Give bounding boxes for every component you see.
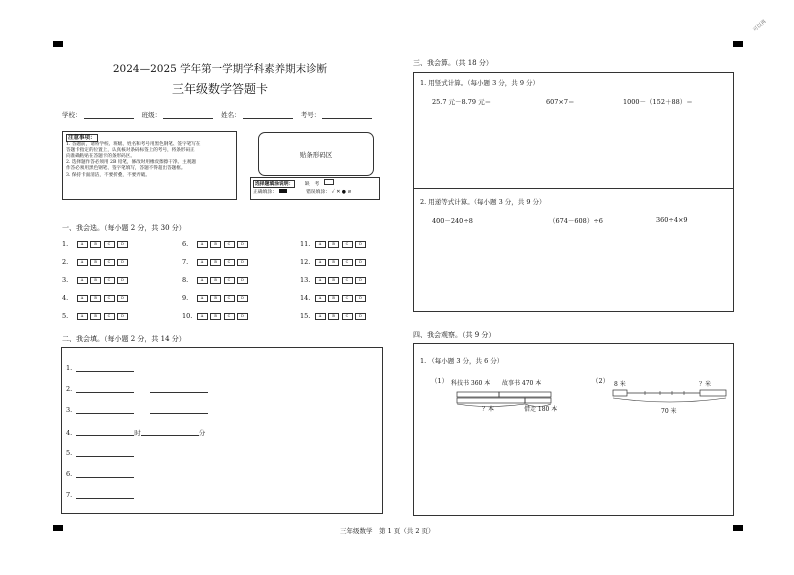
notice-box [62,131,237,200]
mcq-option-bubble[interactable]: B [90,241,101,248]
answer-blank[interactable] [76,365,134,372]
mcq-option-bubble[interactable]: A [315,313,326,320]
mcq-option-bubble[interactable]: D [117,313,128,320]
mcq-question-number: 10. [182,312,193,320]
class-field[interactable] [163,118,213,119]
mcq-question [182,312,248,320]
mcq-option-bubble[interactable]: D [355,313,366,320]
school-label: 学校： [62,111,82,119]
mcq-question [62,276,128,284]
mcq-option-bubble[interactable]: C [104,295,115,302]
mcq-option-bubble[interactable]: B [90,277,101,284]
wrong-fill-label: 错误填涂： [306,190,331,195]
answer-blank[interactable] [76,386,134,393]
mcq-question-number: 7. [182,258,189,266]
fill-item-number: 2. [66,385,73,393]
mcq-question-number: 13. [300,276,311,284]
barcode-area: 贴条形码区 [258,132,374,176]
mcq-question-number: 6. [182,240,189,248]
mcq-option-bubble[interactable]: A [197,277,208,284]
mcq-option-bubble[interactable]: C [342,259,353,266]
answer-blank[interactable] [76,471,134,478]
mcq-question [62,294,128,302]
mcq-option-bubble[interactable]: C [342,313,353,320]
section3-part1-box [413,72,734,189]
calc-item: 1000－（152＋88）＝ [623,98,693,106]
answer-blank[interactable] [76,429,134,436]
mcq-question-number: 14. [300,294,311,302]
mcq-question-number: 1. [62,240,69,248]
mcq-option-bubble[interactable]: C [104,241,115,248]
answer-blank[interactable] [76,492,134,499]
mcq-question [182,294,248,302]
mcq-question-number: 9. [182,294,189,302]
mcq-question-number: 5. [62,312,69,320]
mcq-question-number: 15. [300,312,311,320]
notice-item: 作答必须用黑色钢笔、签字笔填写，答题不得超出答题框。 [66,166,186,172]
mcq-option-bubble[interactable]: A [197,295,208,302]
mcq-option-bubble[interactable]: A [315,241,326,248]
mcq-option-bubble[interactable]: B [328,313,339,320]
notice-item: 2. 选择题作答必须用 2B 铅笔，修改时用橡皮擦擦干净。主观题 [66,160,196,166]
section4-part1-title: 1. （每小题 3 分，共 6 分） [420,357,504,365]
exam-title: 2024—2025 学年第一学期学科素养期末诊断 [112,63,328,75]
answer-blank[interactable] [150,407,208,414]
mcq-question-number: 2. [62,258,69,266]
mcq-option-bubble[interactable]: D [117,241,128,248]
wrong-fill-icon: ✓ ✕ ● ⊘ [331,190,352,195]
calc-item: 607×7＝ [546,98,575,106]
fill-item-number: 5. [66,449,73,457]
mcq-question [300,294,366,302]
mcq-option-bubble[interactable]: C [224,313,235,320]
mcq-question [182,258,248,266]
page-footer: 三年级数学 第 1 页（共 2 页） [340,527,435,535]
mcq-option-bubble[interactable]: A [77,241,88,248]
notice-item: 答题卡指定的位置上，认真核对条码标签上的考号，将条形码正 [66,148,195,154]
mcq-option-bubble[interactable]: D [355,241,366,248]
mcq-option-bubble[interactable]: A [197,241,208,248]
section1-title: 一、我会选。（每小题 2 分，共 30 分） [62,224,186,232]
mcq-option-bubble[interactable]: A [315,295,326,302]
mcq-question-number: 11. [300,240,311,248]
registration-mark [733,41,743,47]
section3-part1-title: 1. 用竖式计算。（每小题 3 分，共 9 分） [420,79,540,87]
mcq-option-bubble[interactable]: B [210,241,221,248]
mcq-option-bubble[interactable]: B [90,313,101,320]
mcq-question [62,240,128,248]
mcq-option-bubble[interactable]: A [197,313,208,320]
fill-example-title: 选择题填涂说明： [255,181,294,187]
mcq-option-bubble[interactable]: B [90,259,101,266]
answer-blank[interactable] [141,429,199,436]
bar-model-diagram-2 [610,386,730,408]
mcq-option-bubble[interactable]: D [237,313,248,320]
calc-item: 360÷4×9 [656,216,688,224]
correct-fill-icon [279,189,287,193]
fill-item-number: 3. [66,406,73,414]
mcq-option-bubble[interactable]: B [210,259,221,266]
mcq-option-bubble[interactable]: B [210,313,221,320]
fill-example-box [250,177,380,200]
fill-item-number: 7. [66,491,73,499]
mcq-option-bubble[interactable]: D [355,277,366,284]
mcq-option-bubble[interactable]: D [117,277,128,284]
mcq-option-bubble[interactable]: B [210,295,221,302]
mcq-option-bubble[interactable]: D [355,259,366,266]
mcq-option-bubble[interactable]: A [315,259,326,266]
answer-blank[interactable] [76,407,134,414]
absent-checkbox[interactable] [324,179,334,185]
mcq-option-bubble[interactable]: C [224,259,235,266]
mcq-question-number: 4. [62,294,69,302]
registration-mark [733,525,743,531]
mcq-option-bubble[interactable]: C [104,277,115,284]
mcq-option-bubble[interactable]: A [77,277,88,284]
registration-mark [53,41,63,47]
mcq-option-bubble[interactable]: D [237,295,248,302]
mcq-option-bubble[interactable]: D [117,259,128,266]
mcq-option-bubble[interactable]: D [237,241,248,248]
diagram1-label: （1） [431,377,449,385]
section2-title: 二、我会填。（每小题 2 分，共 14 分） [62,335,186,343]
mcq-option-bubble[interactable]: D [237,277,248,284]
hour-label: 时 [134,429,141,437]
diagram1-bottom-b: 借走 180 本 [524,406,558,413]
diagram2-top-a: 8 米 [614,381,626,388]
school-field[interactable] [84,118,134,119]
mcq-question [300,276,366,284]
registration-mark [53,525,63,531]
diagram1-top-a: 科技书 360 本 [451,380,491,387]
mcq-option-bubble[interactable]: C [224,241,235,248]
section4-answer-box [413,343,734,516]
mcq-option-bubble[interactable]: C [342,277,353,284]
section3-part2-title: 2. 用递等式计算。（每小题 3 分，共 9 分） [420,198,546,206]
mcq-option-bubble[interactable]: C [342,241,353,248]
mcq-question [300,240,366,248]
mcq-question [62,258,128,266]
minute-label: 分 [198,429,206,437]
section3-title: 三、我会算。（共 18 分） [413,59,493,67]
notice-item: 3. 保持卡面清洁，不要折叠，不要弄破。 [66,172,150,178]
section4-title: 四、我会观察。（共 9 分） [413,331,496,339]
mcq-question [182,240,248,248]
diagram1-bottom-a: ？本 [482,406,495,413]
mcq-option-bubble[interactable]: C [104,259,115,266]
mcq-question [300,312,366,320]
answer-blank[interactable] [150,386,208,393]
mcq-option-bubble[interactable]: D [117,295,128,302]
fill-item-number: 1. [66,364,73,372]
mcq-option-bubble[interactable]: C [224,277,235,284]
correct-fill-label: 正确填涂： [253,190,277,195]
mcq-option-bubble[interactable]: A [315,277,326,284]
mcq-question [62,312,128,320]
fill-item-number: 4. [66,428,73,437]
fill-item-number: 6. [66,470,73,478]
mcq-question [182,276,248,284]
class-label: 班级： [141,111,162,119]
diagram1-top-b: 故事书 470 本 [502,380,542,387]
diagram2-top-b: ？米 [699,381,712,388]
mcq-option-bubble[interactable]: C [104,313,115,320]
mcq-option-bubble[interactable]: A [77,313,88,320]
mcq-option-bubble[interactable]: B [90,295,101,302]
notice-title: 注意事项： [68,135,96,141]
diagram2-label: （2） [592,377,610,385]
notice-item: 1. 答题前，请将学校、班级、姓名和考号用黑色钢笔、签字笔写在 [66,142,201,148]
mcq-option-bubble[interactable]: C [224,295,235,302]
mcq-option-bubble[interactable]: B [328,295,339,302]
mcq-option-bubble[interactable]: B [210,277,221,284]
mcq-option-bubble[interactable]: C [342,295,353,302]
mcq-question-number: 3. [62,276,69,284]
mcq-option-bubble[interactable]: B [328,241,339,248]
notice-item: 向准确粘贴在答题卡的条形码区。 [66,154,135,160]
watermark-text: 可以再 [752,18,768,34]
exam-number-field[interactable] [322,118,372,119]
name-label: 姓名： [221,111,241,119]
mcq-option-bubble[interactable]: D [355,295,366,302]
mcq-option-bubble[interactable]: B [328,259,339,266]
mcq-option-bubble[interactable]: A [77,295,88,302]
mcq-question [300,258,366,266]
answer-blank[interactable] [76,450,134,457]
student-info-row [62,110,378,119]
mcq-option-bubble[interactable]: A [77,259,88,266]
calc-item: （674－608）÷6 [549,217,603,225]
calc-item: 400－240÷8 [432,217,473,225]
calc-item: 25.7 元－8.79 元＝ [432,98,492,106]
name-field[interactable] [243,118,293,119]
mcq-option-bubble[interactable]: A [197,259,208,266]
mcq-option-bubble[interactable]: D [237,259,248,266]
diagram2-bottom: 70 米 [661,408,677,415]
mcq-question-number: 12. [300,258,311,266]
answer-sheet-title: 三年级数学答题卡 [171,82,268,96]
exam-number-label: 考号： [300,111,321,119]
absent-label: 缺 考 [304,182,320,187]
mcq-option-bubble[interactable]: B [328,277,339,284]
mcq-question-number: 8. [182,276,189,284]
